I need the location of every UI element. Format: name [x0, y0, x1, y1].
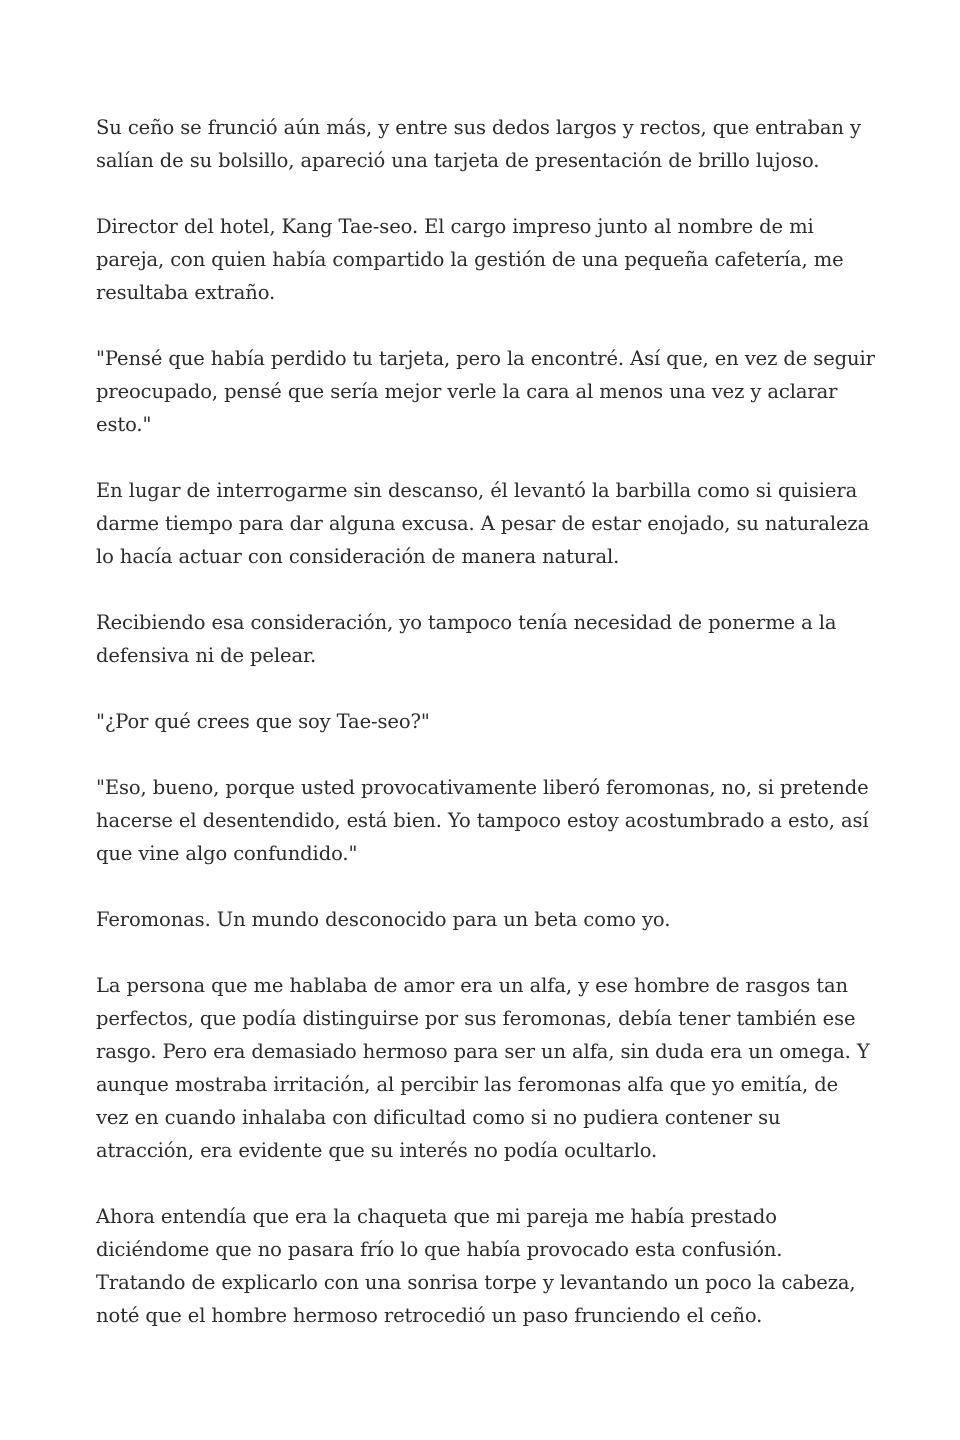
- paragraph: "Pensé que había perdido tu tarjeta, pero la encontré. Así que, en vez de seguir preocupado, pensé que sería mejor verle la cara al menos una vez y aclarar esto.": [96, 347, 875, 436]
- paragraph: "¿Por qué crees que soy Tae-seo?": [96, 710, 430, 733]
- paragraph: Recibiendo esa consideración, yo tampoco tenía necesidad de ponerme a la defensiva ni de pelear.: [96, 611, 837, 667]
- paragraph: Su ceño se frunció aún más, y entre sus dedos largos y rectos, que entraban y salían de su bolsillo, apareció una tarjeta de presentación de brillo lujoso.: [96, 116, 861, 172]
- document-page: [96, 111, 876, 1365]
- paragraph: La persona que me hablaba de amor era un alfa, y ese hombre de rasgos tan perfectos, que podía distinguirse por sus feromonas, debía tener también ese rasgo. Pero era demasiado hermoso para ser un alfa, sin duda era un omega. Y aunque mostraba irritación, al percibir las feromonas alfa que yo emitía, de vez en cuando inhalaba con dificultad como si no pudiera contener su atracción, era evidente que su interés no podía ocultarlo.: [96, 974, 870, 1162]
- paragraph: En lugar de interrogarme sin descanso, él levantó la barbilla como si quisiera darme tiempo para dar alguna excusa. A pesar de estar enojado, su naturaleza lo hacía actuar con consideración de manera natural.: [96, 479, 870, 568]
- paragraph: Ahora entendía que era la chaqueta que mi pareja me había prestado diciéndome que no pasara frío lo que había provocado esta confusión. Tratando de explicarlo con una sonrisa torpe y levantando un poco la cabeza, noté que el hombre hermoso retrocedió un paso frunciendo el ceño.: [96, 1205, 856, 1327]
- paragraph: "Eso, bueno, porque usted provocativamente liberó feromonas, no, si pretende hacerse el desentendido, está bien. Yo tampoco estoy acostumbrado a esto, así que vine algo confundido.": [96, 776, 869, 865]
- paragraph: Feromonas. Un mundo desconocido para un beta como yo.: [96, 908, 671, 931]
- paragraph: Director del hotel, Kang Tae-seo. El cargo impreso junto al nombre de mi pareja, con quien había compartido la gestión de una pequeña cafetería, me resultaba extraño.: [96, 215, 844, 304]
